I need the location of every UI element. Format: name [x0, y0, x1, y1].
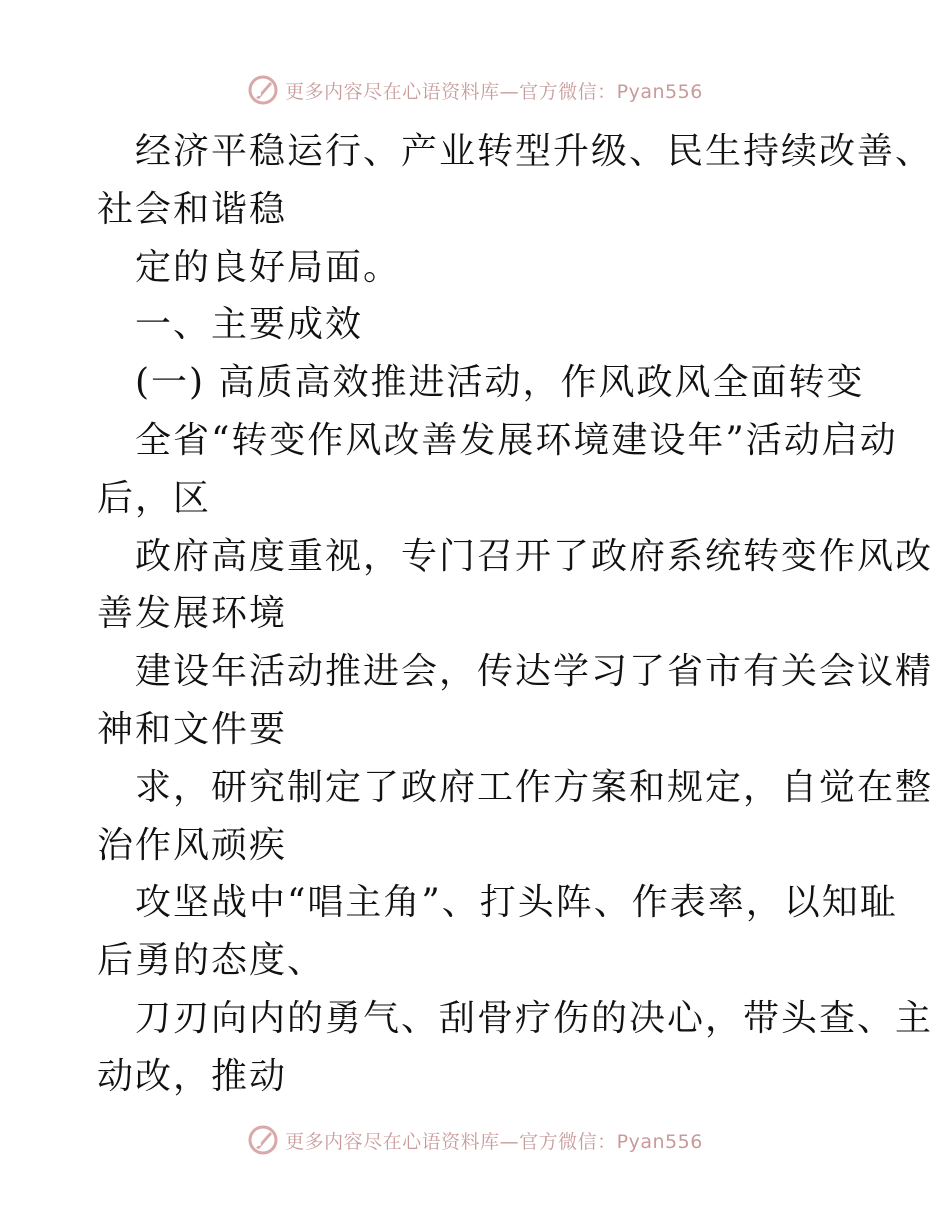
- text-line: 治作风顽疾: [97, 824, 288, 866]
- text-line: 后勇的态度、: [97, 940, 326, 982]
- header-watermark: [0, 70, 950, 110]
- text-line: 善发展环境: [97, 593, 288, 635]
- document-body: [97, 123, 934, 1106]
- text-line: 建设年活动推进会，传达学习了省市有关会议精: [135, 651, 934, 693]
- text-line: 政府高度重视，专门召开了政府系统转变作风改: [135, 535, 934, 577]
- feather-pen-logo-icon: [247, 74, 279, 106]
- text-line: 攻坚战中“唱主角”、打头阵、作表率，以知耻: [135, 882, 898, 924]
- footer-watermark: [0, 1120, 950, 1160]
- watermark-text: 更多内容尽在心语资料库—官方微信：Pyan556: [285, 1130, 703, 1153]
- text-line: (一) 高质高效推进活动，作风政风全面转变: [135, 362, 865, 404]
- text-line: 动改，推动: [97, 1055, 288, 1097]
- text-line: 经济平稳运行、产业转型升级、民生持续改善、: [135, 131, 934, 172]
- text-line: 后，区: [97, 477, 212, 519]
- text-line: 一、主要成效: [135, 304, 364, 346]
- feather-pen-logo-icon: [247, 1124, 279, 1156]
- text-line: 定的良好局面。: [135, 246, 402, 288]
- text-line: 求，研究制定了政府工作方案和规定，自觉在整: [135, 766, 934, 808]
- text-line: 神和文件要: [97, 708, 288, 750]
- text-line: 刀刃向内的勇气、刮骨疗伤的决心，带头查、主: [135, 997, 934, 1039]
- watermark-text: 更多内容尽在心语资料库—官方微信：Pyan556: [285, 80, 703, 103]
- text-line: 社会和谐稳: [97, 188, 288, 230]
- text-line: 全省“转变作风改善发展环境建设年”活动启动: [135, 419, 898, 461]
